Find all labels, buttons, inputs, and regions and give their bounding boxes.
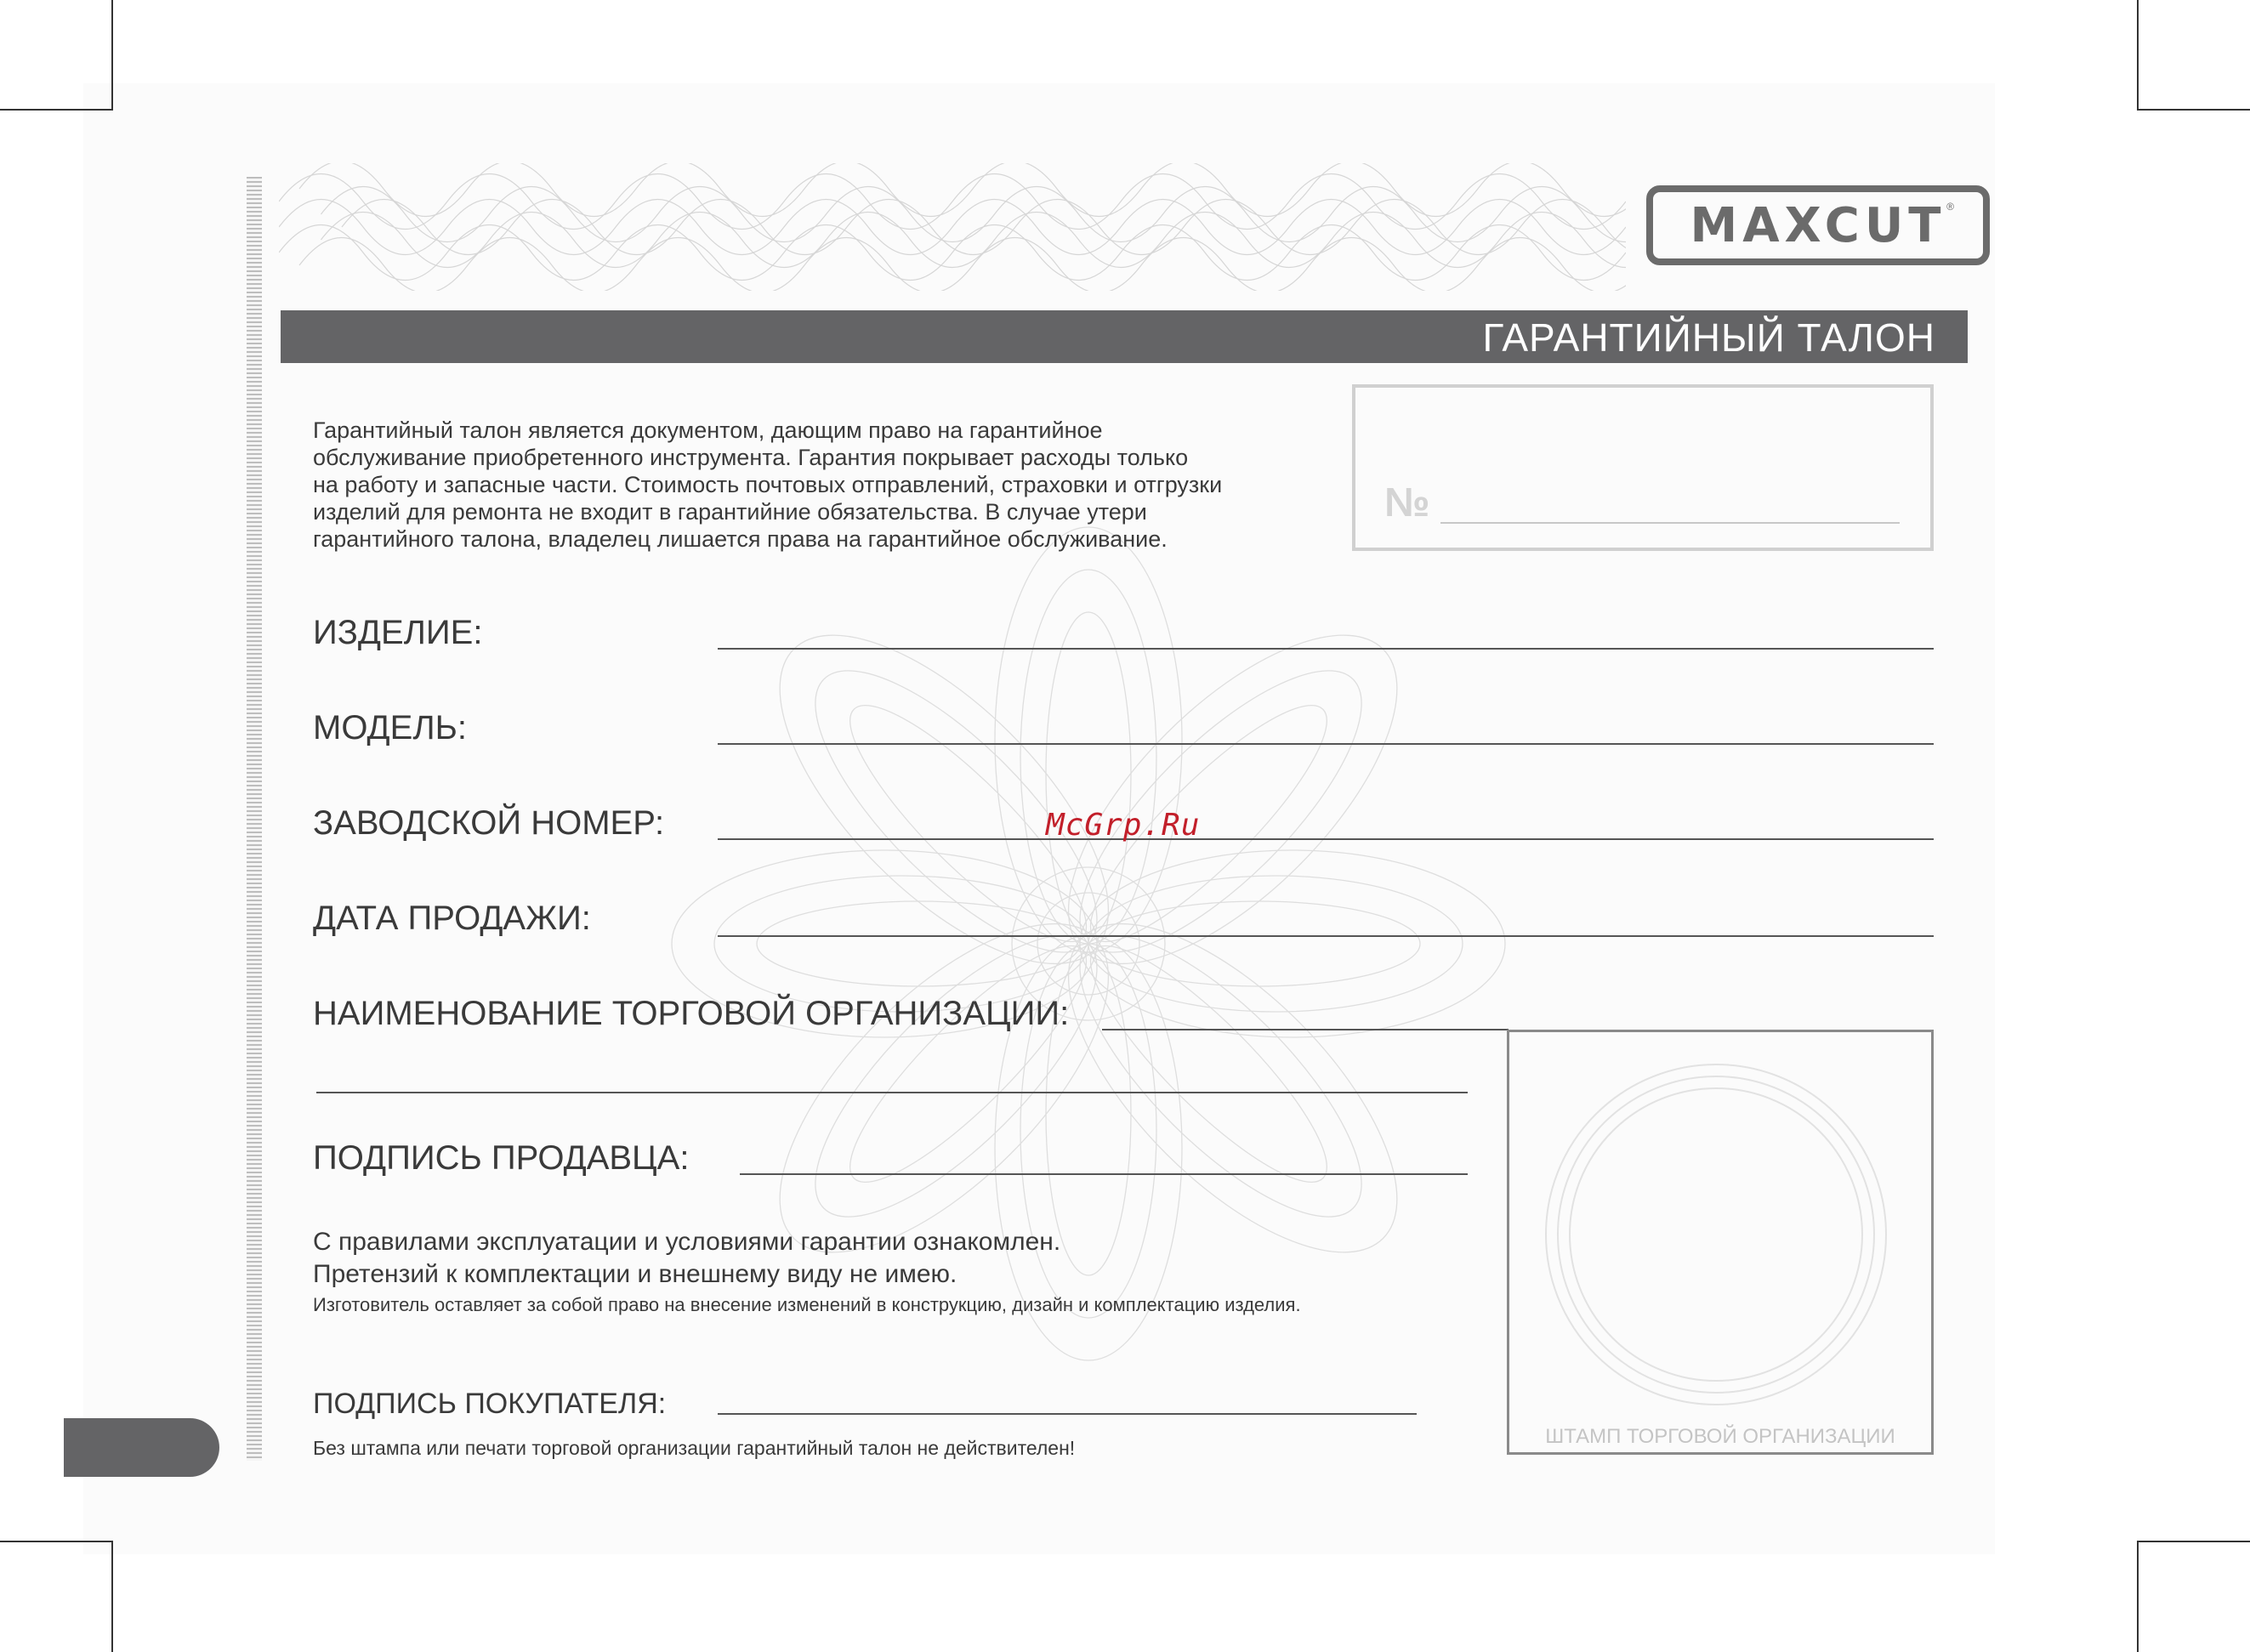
stamp-box[interactable] xyxy=(1507,1030,1934,1455)
agreement-line1: С правилами эксплуатации и условиями гарантии ознакомлен. xyxy=(313,1228,1061,1256)
serial-label: ЗАВОДСКОЙ НОМЕР: xyxy=(313,804,665,842)
trade-org-field[interactable] xyxy=(1102,1029,1509,1030)
page-tab xyxy=(64,1418,219,1477)
registered-mark: ® xyxy=(1946,201,1954,213)
number-field[interactable] xyxy=(1440,522,1900,524)
footer-note: Без штампа или печати торговой организации гарантийный талон не действителен! xyxy=(313,1437,1076,1459)
crop-mark xyxy=(2137,0,2139,111)
page-title: ГАРАНТИЙНЫЙ ТАЛОН xyxy=(1482,315,1935,360)
crop-mark xyxy=(2137,1541,2139,1652)
microtext-strip xyxy=(247,177,262,1461)
seller-sign-field[interactable] xyxy=(740,1173,1468,1175)
agreement-line2: Претензий к комплектации и внешнему виду не имею. xyxy=(313,1260,957,1288)
trade-org-label: НАИМЕНОВАНИЕ ТОРГОВОЙ ОРГАНИЗАЦИИ: xyxy=(313,995,1070,1032)
intro-paragraph: Гарантийный талон является документом, дающим право на гарантийное обслуживание приобретенного инструмента. Гарантия покрывает расходы только на работу и запасные части. Стоимость почтовых отправлений, страховки и отгрузки изделий для ремонта не входит в гарантийние обязательства. В случае утери гарантийного талона, владелец лишается права на гарантийное обслуживание. xyxy=(313,417,1223,552)
seller-sign-label: ПОДПИСЬ ПРОДАВЦА: xyxy=(313,1139,690,1177)
stamp-label: ШТАМП ТОРГОВОЙ ОРГАНИЗАЦИИ xyxy=(1545,1425,1895,1448)
logo-text: MAXCUT xyxy=(1690,197,1946,253)
crop-mark xyxy=(111,1541,113,1652)
trade-org-field-line2[interactable] xyxy=(316,1092,1468,1093)
crop-mark xyxy=(2137,1541,2250,1542)
guilloche-band xyxy=(279,163,1626,291)
model-label: МОДЕЛЬ: xyxy=(313,709,467,747)
serial-field[interactable] xyxy=(718,838,1934,840)
crop-mark xyxy=(0,109,113,111)
product-field[interactable] xyxy=(718,648,1934,650)
crop-mark xyxy=(0,1541,113,1542)
crop-mark xyxy=(111,0,113,111)
sale-date-label: ДАТА ПРОДАЖИ: xyxy=(313,900,591,937)
buyer-sign-field[interactable] xyxy=(718,1413,1417,1415)
title-bar xyxy=(281,310,1968,363)
crop-mark xyxy=(2137,109,2250,111)
manufacturer-note: Изготовитель оставляет за собой право на внесение изменений в конструкцию, дизайн и комплектацию изделия. xyxy=(313,1294,1301,1315)
maxcut-logo xyxy=(1646,185,1990,265)
watermark-text: McGrp.Ru xyxy=(1046,808,1201,843)
sale-date-field[interactable] xyxy=(718,935,1934,937)
number-label: № xyxy=(1384,480,1430,525)
product-label: ИЗДЕЛИЕ: xyxy=(313,614,483,651)
model-field[interactable] xyxy=(718,743,1934,745)
number-box xyxy=(1352,384,1934,551)
buyer-sign-label: ПОДПИСЬ ПОКУПАТЕЛЯ: xyxy=(313,1388,667,1420)
